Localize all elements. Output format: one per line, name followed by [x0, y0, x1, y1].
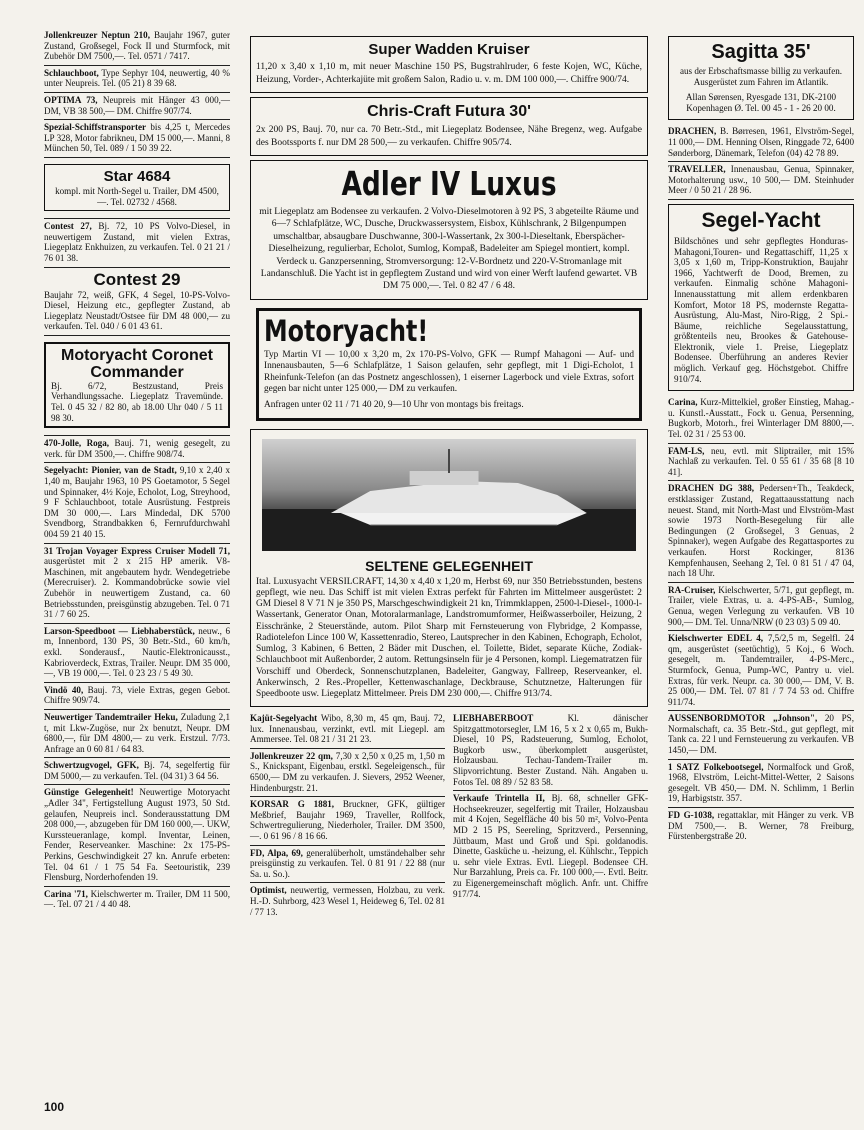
ad-title: Segel-Yacht — [701, 208, 821, 232]
ad-adler34: Günstige Gelegenheit! Neuwertige Motoryacht „Adler 34", Fertigstellung August 1973, 50 Std. gelaufen, Neupreis incl. Sonderausstattung DM 208 000,—, abzugeben für DM 160 000,—. UKW, Kurssteueranlage, kompl. Inventar, Leinen, Fender, Reserveanker. Maschine: 2x 175-PS-Perkins, Geschwindigkeit 27 kn. Anrufe erbeten: Tel. 04 61 / 1 75 54 Fa. Seetouristik, 239 Flensburg, Norderhofenden 19. — [44, 785, 230, 886]
ad-trojan: 31 Trojan Voyager Express Cruiser Modell 71, ausgerüstet mit 2 x 215 HP amerik. V8-Maschinen, mit angebautem hydr. Wendegetriebe (Merecruiser). 2. Kommandobrücke sowie viel Zubehör in neuwertigem Zustand, ca. 60 Betriebsstunden, preisgünstig abzugeben. Tel. 0 71 31 / 7 60 25. — [44, 544, 230, 624]
ad-carina71: Carina '71, Kielschwerter m. Trailer, DM 11 500,—. Tel. 07 21 / 4 40 48. — [44, 888, 230, 910]
ad-jollenkreuzer: Jollenkreuzer Neptun 210, Baujahr 1967, guter Zustand, Großsegel, Fock II und Sturmfock, mit Zubehör DM 7500,—. Tel. 0571 / 7417. — [44, 28, 230, 66]
ad-drachen-dg388: DRACHEN DG 388, Pedersen+Th., Teakdeck, erstklassiger Zustand, Regattaausstattung nach neuest. Stand, mit North-Mast und Elvström-Mast sowie 1973 North-Besegelung für alle Bedingungen (2 Großsegel, 3 Genuas, 2 Spinnaker), wegen Aufgabe des Regattasportes zu verkaufen. Horst Rockinger, 8136 Kempfenhausen, Seehang 2, Tel. 0 81 51 / 47 04, nach 18 Uhr. — [668, 481, 854, 582]
ad-segel-yacht: Segel-Yacht Bildschönes und sehr gepflegtes Honduras-Mahagoni,Touren- und Regattaschiff, 11,25 x 3,05 x 1,60 m, Tripp-Konstruktion, Baujahr 1966, Yachtwerft de Dood, Bremen, zu verkaufen. Einmalig schöne Mahagoni-Innenausstattung mit allem erdenkbaren Komfort, Motor 18 PS, modernste Regatta-Ausrüstung, Alu-Mast, Niro-Rigg, 2 Spi.-Bäume, reichliche Segelausstattung, größtenteils neu, Brookes & Gatehouse-Elektronik, viele 1. Preise, Liegeplatz Bodensee. Überführung an anderes Revier möglich. Verkauf geg. Höchstgebot. Chiffre 910/74. — [668, 204, 854, 391]
ad-korsar: KORSAR G 1881, Bruckner, GFK, gültiger Meßbrief, Baujahr 1969, Traveller, Rollfock, Schwertregulierung, Niederholer, Trailer. DM 3500,—. 0 61 96 / 8 16 66. — [250, 797, 445, 845]
ad-schlauchboot: Schlauchboot, Type Sephyr 104, neuwertig, 40 % unter Neupreis. Tel. (05 21) 8 39 68. — [44, 66, 230, 93]
ad-tandemtrailer: Neuwertiger Tandemtrailer Heku, Zuladung 2,1 t, mit Lkw-Zugöse, nur 2x benutzt, Neupr. DM 6800,—, für DM 4800,— zu verk. Erstzul. 7/73. Anfrage an 0 60 81 / 64 83. — [44, 710, 230, 758]
ad-folkebootsegel: 1 SATZ Folkebootsegel, Normalfock und Groß, 1968, Elvström, Leicht-Mittel-Wetter, 2 Saisons gesegelt. VB 450,— DM. N. Schlimm, 1 Berlin 19, Harbigststr. 357. — [668, 760, 854, 808]
ad-edel4: Kielschwerter EDEL 4, 7,5/2,5 m, Segelfl. 24 qm, ausgerüstet (seetüchtig), 5 Koj., 6 Woch. gesegelt, m. Tandemtrailer, 4-PS-Merc., Sturmfock, Genua, Pump-WC, Pantry u. viel. Extras, für verk. Neupr. ca. 30 000,— DM, V. B. 25 000,— DM. Tel. 07 81 / 7 74 53 od. Chiffre 911/74. — [668, 631, 854, 711]
ad-seltene-gelegenheit: SELTENE GELEGENHEIT Ital. Luxusyacht VERSILCRAFT, 14,30 x 4,40 x 1,20 m, Herbst 69, nur 350 Betriebsstunden, bestens gepflegt, wie neu. Das Schiff ist mit vielen Extras perfekt für Fahrten im Mittelmeer ausgerüstet: 2 GM Diesel 8 V 71 N je 350 PS, Marschgeschwindigkeit 21 kn, Trimmklappen, 2500-l-Diesel-, 1000-l-Wassertank, Generator Onan, Motoralarmanlage, Landstromumformer, Heißwasserboiler, Heizung, 2 Eisschränke, 2 Steuerstände, autom. Pilot Sharp mit Fernsteuerung von Flybridge, 2 Kompasse, Radiotelefon Lince 100 W, Kassettenradio, Stereo, Lautsprecher in den Kabinen, Echograph, Echolot, Sumlog, 3 Kabinen, 6 Betten, 2 Bäder mit Duschen, el. Toilette, Bidet, separate Küche, Zodiak-Schlauchboot mit Außenborder, 2 autom. Rettungsinseln für je 4 Personen, kompl. Liegematratzen für Vorschiff und Oberdeck, Sonnenschutzplanen, Badeleiter, Gangway, Fallreep, Reserveanker, el. Ankerwinsch, 2 Res.-Propeller, Kettenwaschanlage, Deckbrause, Schutznetze, Halterungen für Speedboote usw. Liegeplatz Mittelmeer. Preis DM 230 000,—. Chiffre 913/74. — [250, 429, 648, 707]
ad-optimist: Optimist, neuwertig, vermessen, Holzbau, zu verk. H.-D. Suhrborg, 423 Wesel 1, Heideweg 6, Tel. 02 81 / 77 13. — [250, 885, 445, 917]
ad-trintella: Verkaufe Trintella II, Bj. 68, schneller GFK-Hochseekreuzer, segelfertig mit Trailer, Holzausbau mit 4 Kojen, Segelfläche 40 bis 50 m², Volvo-Penta MD 2 15 PS, Seereling, Spritzverd., Persenning, Jüttbaum, Mast und Groß und Spi. goldanodis. Dinette, Gasküche u. -heizung, el. Kühlschr., Teppich u. sehr viele Extras. Evtl. Liegepl. Bodensee CH. Nur Barzahlung, Preis ca. Fr. 100 000,—. Evtl. Beitr. zu Eigenergemeinschaft möglich. Anfr. unt. Chiffre 917/74. — [453, 793, 648, 899]
ad-fam-ls: FAM-LS, neu, evtl. mit Sliptrailer, mit 15% Nachlaß zu verkaufen. Tel. 0 55 61 / 35 68 [8 10 41]. — [668, 444, 854, 482]
ad-star: Star 4684 kompl. mit North-Segel u. Trailer, DM 4500,—. Tel. 02732 / 4568. — [44, 158, 230, 219]
ad-title: Contest 29 — [93, 269, 181, 289]
ad-optima: OPTIMA 73, Neupreis mit Hänger 43 000,— DM, VB 38 500,— DM. Chiffre 907/74. — [44, 93, 230, 120]
ad-jollenkreuzer22: Jollenkreuzer 22 qm, 7,30 x 2,50 x 0,25 m, 1,50 m S., Knickspant, Eigenbau, erstkl. Segeleigensch., für 6500,— DM zu verkaufen. J. Sievers, 2952 Weener, Hindenburgstr. 21. — [250, 749, 445, 797]
ad-title: Super Wadden Kruiser — [368, 41, 530, 58]
center-subcolumns — [250, 711, 648, 920]
ad-title: Star 4684 — [103, 167, 171, 185]
ad-title: Motoryacht! — [264, 313, 429, 348]
column-center — [250, 28, 648, 920]
ad-schwertzugvogel: Schwertzugvogel, GFK, Bj. 74, segelfertig für DM 5000,— zu verkaufen. Tel. (04 31) 3 64 56. — [44, 758, 230, 785]
ad-title: SELTENE GELEGENHEIT — [365, 557, 533, 574]
ad-pionier: Segelyacht: Pionier, van de Stadt, 9,10 x 2,40 x 1,40 m, Baujahr 1963, 10 PS Goetamotor, 5 Segel und Spinnaker, 4½ Koje, Echolot, Log, Streyhood, 9 F Schlauchboot, totale Ausrüstung. Festpreis DM 30 000,—. Lars Mindedal, DK 5700 Svendborg, Strandbakken 6, Fernrufdurchwahl 004 59 21 40 15. — [44, 463, 230, 543]
ad-transporter: Spezial-Schiffstransporter bis 4,25 t, Mercedes LP 328, Motor fabrikneu, DM 15 000,—. Manni, 8 München 50, Tel. 089 / 1 50 39 22. — [44, 120, 230, 158]
column-left — [44, 28, 230, 913]
subcolumn-right — [453, 711, 648, 920]
ad-larson: Larson-Speedboot — Liebhaberstück, neuw., 6 m, Innenbord, 130 PS, 30 Betr.-Std., 60 km/h, exkl. Sonderausf., Nautic-Elektronicausst., Kabrioverdeck, Extras, Trailer. Neupr. DM 35 000,—, VB 19 000,—. Tel. 0 23 23 / 5 49 30. — [44, 624, 230, 683]
ad-motoryacht: Motoryacht! Typ Martin VI — 10,00 x 3,20 m, 2x 170-PS-Volvo, GFK — Rumpf Mahagoni — Auf- und Innenausbauten, 5—6 Schlafplätze, 1 Saison gelaufen, sehr gepflegt, mit 1 Digi-Echolot, 1 Rheinfunk-Telefon (an das Postnetz angeschlossen), 1 eiserner Lagerbock und viele Extras, sofort gegen bar nicht unter 125 000,— DM zu verkaufen. Anfragen unter 02 11 / 71 40 20, 9—10 Uhr von montags bis freitags. — [256, 308, 642, 421]
ad-vindoe: Vindö 40, Bauj. 73, viele Extras, gegen Gebot. Chiffre 909/74. — [44, 683, 230, 710]
ad-aussenbordmotor: AUSSENBORDMOTOR „Johnson", 20 PS, Normalschaft, ca. 35 Betr.-Std., gut gepflegt, mit Tank ca. 22 l und Fernsteuerung zu verkaufen. VB 1450,— DM. — [668, 711, 854, 759]
ad-coronet: Motoryacht Coronet Commander Bj. 6/72, Bestzustand, Preis Verhandlungssache. Liegeplatz Travemünde. Tel. 0 45 32 / 82 80, ab 18.00 Uhr 040 / 5 11 98 30. — [44, 336, 230, 436]
ad-title: Sagitta 35' — [711, 41, 811, 63]
ad-contest27: Contest 27, Bj. 72, 10 PS Volvo-Diesel, in neuwertigem Zustand, mit vielen Extras, Liegeplatz Enkhuizen, zu verkaufen. Tel. 0 21 21 / 76 01 38. — [44, 219, 230, 267]
ad-carina: Carina, Kurz-Mittelkiel, großer Einstieg, Mahag.- u. Kunstl.-Ausstatt., Fock u. Genua, Persenning, Bugkorb, Motorh., frei Winterlager DM 8800,—. Tel. 02 31 / 25 53 00. — [668, 395, 854, 443]
yacht-photo — [262, 439, 636, 551]
ad-kajuet: Kajüt-Segelyacht Wibo, 8,30 m, 45 qm, Bauj. 72, lux. Innenausbau, verzinkt, evtl. mit Liegepl. am Ammersee. Tel. 08 21 / 31 21 23. — [250, 711, 445, 749]
ad-title: Adler IV Luxus — [341, 164, 557, 203]
ad-ra-cruiser: RA-Cruiser, Kielschwerter, 5/71, gut gepflegt, m. Trailer, viele Extras, u. a. 4-PS-AB-, Sumlog, Genua, wegen Verlegung zu verkaufen. VB 10 900,— DM. Tel. Unna/NRW (0 23 03) 5 09 40. — [668, 583, 854, 631]
ad-470jolle: 470-Jolle, Roga, Bauj. 71, wenig gesegelt, zu verk. für DM 3500,—. Chiffre 908/74. — [44, 436, 230, 463]
page-number: 100 — [44, 1100, 65, 1114]
yacht-illustration — [262, 439, 636, 551]
ad-fd-alpa: FD, Alpa, 69, generalüberholt, umständehalber sehr preisgünstig zu verkaufen. Tel. 0 81 91 / 22 88 (nur Sa. u. So.). — [250, 846, 445, 884]
ad-title: Chris-Craft Futura 30' — [367, 103, 531, 120]
ad-title: Motoryacht Coronet Commander — [61, 346, 213, 381]
ad-wadden: Super Wadden Kruiser 11,20 x 3,40 x 1,10 m, mit neuer Maschine 150 PS, Bugstrahlruder, 6 feste Kojen, WC, Küche, Heizung, Vorder-, Achterkajüte mit großem Salon, Radio u. v. m. DM 100 000,—. Chiffre 900/74. — [250, 36, 648, 93]
ad-adler-iv: Adler IV Luxus mit Liegeplatz am Bodensee zu verkaufen. 2 Volvo-Dieselmotoren à 92 PS, 3 abgeteilte Räume und 6—7 Schlafplätze, WC, Dusche, Druckwassersystem, Eisbox, Kühlschrank, 2 Bilgenpumpen umschaltbar, absaugbare Duschwanne, 300-l-Wassertank, 2x 300-l-Dieseltank, Eberspächer-Dieselheizung, regulierbar, Echolot, Sumlog, Kompaß, Badeleiter am Spiegel montiert, kompl. Verdeck u. Ganzpersenning, Stromversorgung: 12-V-Bordnetz und 220-V-Stromanlage mit Landanschluß. Die Yacht ist in gepflegtem Zustand und wird von einer Werft laufend gewartet. VB DM 75 000,—. Tel. 0 82 47 / 6 48. — [250, 160, 648, 300]
ad-liebhaberboot: LIEBHABERBOOT Kl. dänischer Spitzgattmotorsegler, LM 16, 5 x 2 x 0,65 m, Bukh-Diesel, 10 PS, Radsteuerung, Sumlog, Echolot, Bugkorb usw., überkomplett ausgerüstet, Holzausbau. Techau-Tandem-Trailer m. Slipvorrichtung. Bester Zustand. Näh. Angaben u. Fotos Tel. 08 89 / 52 83 58. — [453, 711, 648, 791]
ad-fd-g1038: FD G-1038, regattaklar, mit Hänger zu verk. VB DM 7500,—. B. Werner, 78 Freiburg, Fürstenbergstraße 20. — [668, 810, 854, 842]
column-right — [668, 28, 854, 845]
subcolumn-left — [250, 711, 445, 920]
ad-chris-craft: Chris-Craft Futura 30' 2x 200 PS, Bauj. 70, nur ca. 70 Betr.-Std., mit Liegeplatz Bodensee, Nähe Bregenz, weg. Aufgabe des Bootssports f. nur DM 28 500,— zu verkaufen. Chiffre 905/74. — [250, 97, 648, 156]
ad-contest29: Contest 29 Baujahr 72, weiß, GFK, 4 Segel, 10-PS-Volvo-Diesel, Heizung etc., gepflegter Zustand, ab Liegeplatz Neustadt/Ostsee für DM 48 000,— zu verkaufen. Tel. 040 / 6 01 43 61. — [44, 268, 230, 336]
ad-drachen-borresen: DRACHEN, B. Børresen, 1961, Elvström-Segel, 11 000,— DM. Henning Olsen, Ringgade 72, 6400 Sønderborg, Dänemark, Telefon (04) 42 78 89. — [668, 124, 854, 162]
ad-sagitta: Sagitta 35' aus der Erbschaftsmasse billig zu verkaufen. Ausgerüstet zum Fahren im Atlantik. Allan Sørensen, Ryesgade 131, DK-2100 Kopenhagen Ø. Tel. 00 45 - 1 - 26 20 00. — [668, 36, 854, 120]
ad-traveller: TRAVELLER, Innenausbau, Genua, Spinnaker, Motorhalterung usw., 10 500,— DM. Steinhuder Meer / 0 50 21 / 28 96. — [668, 162, 854, 200]
